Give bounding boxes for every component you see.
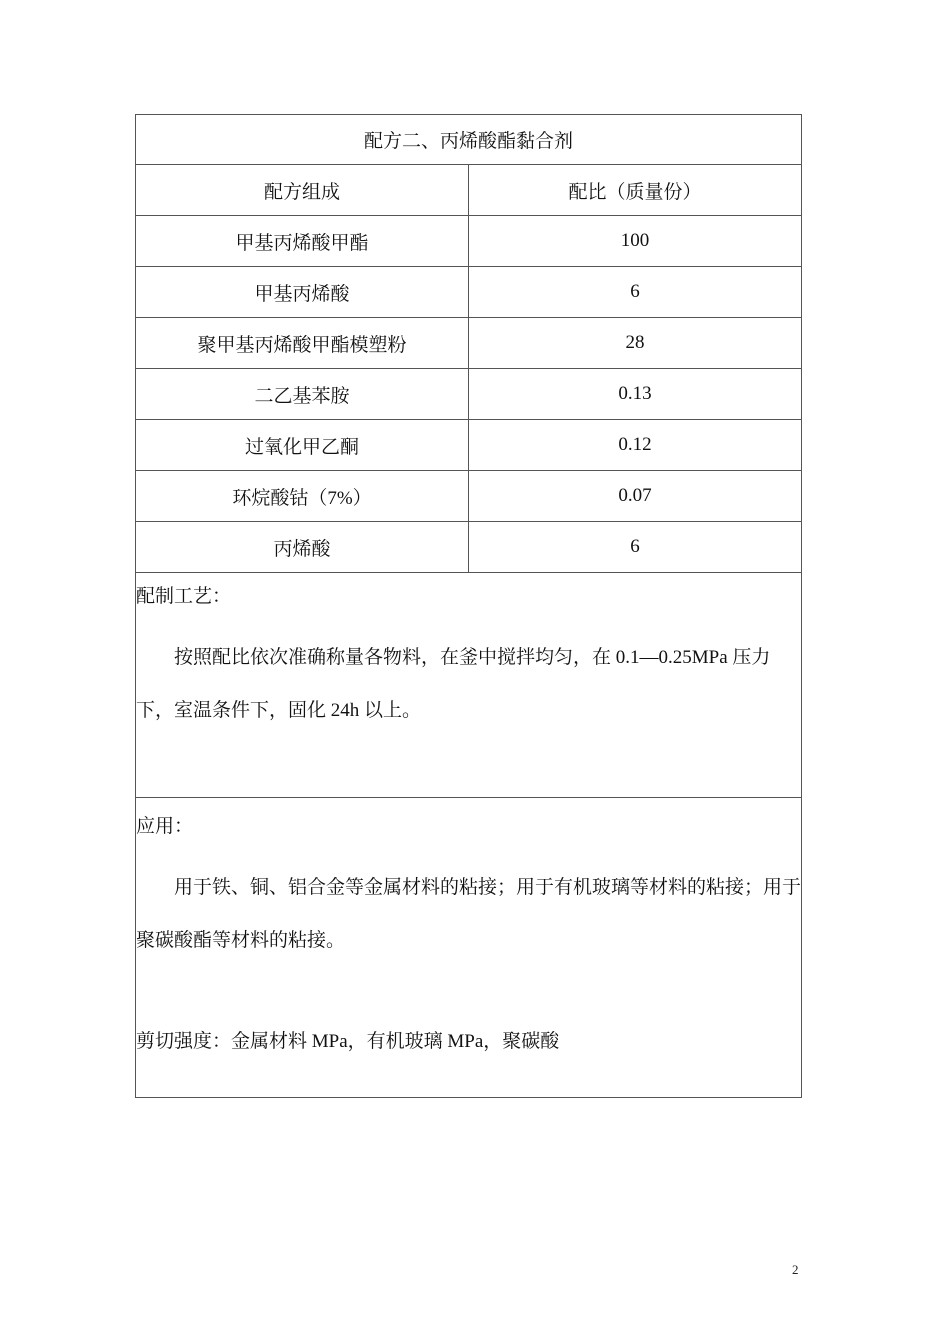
application-row bbox=[136, 797, 802, 1098]
ingredient-name: 甲基丙烯酸甲酯 bbox=[136, 216, 469, 267]
process-cell bbox=[136, 573, 802, 798]
table-row bbox=[136, 369, 802, 420]
ingredient-name: 过氧化甲乙酮 bbox=[136, 420, 469, 471]
table-header-row bbox=[136, 165, 802, 216]
table-title-row bbox=[136, 115, 802, 165]
application-text: 用于铁、铜、铝合金等金属材料的粘接；用于有机玻璃等材料的粘接；用于聚碳酸酯等材料的粘接。 bbox=[136, 876, 802, 951]
shear-strength-text: 剪切强度：金属材料 MPa，有机玻璃 MPa，聚碳酸 bbox=[136, 1030, 560, 1052]
application-cell bbox=[136, 797, 802, 1098]
table-row bbox=[136, 267, 802, 318]
ingredient-ratio: 100 bbox=[469, 216, 802, 267]
header-ratio: 配比（质量份） bbox=[469, 165, 802, 216]
application-padding bbox=[136, 1053, 801, 1097]
ingredient-ratio: 0.13 bbox=[469, 369, 802, 420]
ingredient-ratio: 6 bbox=[469, 267, 802, 318]
ingredient-name: 二乙基苯胺 bbox=[136, 369, 469, 420]
process-label: 配制工艺： bbox=[136, 586, 232, 607]
process-padding bbox=[136, 737, 801, 797]
table-row bbox=[136, 420, 802, 471]
table-row bbox=[136, 318, 802, 369]
table-row bbox=[136, 522, 802, 573]
process-text: 按照配比依次准确称量各物料，在釜中搅拌均匀，在 0.1—0.25MPa 压力下，室温条件下，固化 24h 以上。 bbox=[136, 646, 771, 721]
header-composition: 配方组成 bbox=[136, 165, 469, 216]
page-number: 2 bbox=[792, 1262, 799, 1277]
ingredient-name: 环烷酸钴（7%） bbox=[136, 471, 469, 522]
table-row bbox=[136, 471, 802, 522]
ingredient-name: 丙烯酸 bbox=[136, 522, 469, 573]
formula-table bbox=[135, 114, 802, 1098]
process-row bbox=[136, 573, 802, 798]
formula-title: 配方二、丙烯酸酯黏合剂 bbox=[136, 115, 802, 165]
ingredient-name: 聚甲基丙烯酸甲酯模塑粉 bbox=[136, 318, 469, 369]
ingredient-ratio: 28 bbox=[469, 318, 802, 369]
application-label: 应用： bbox=[136, 815, 194, 837]
ingredient-ratio: 0.07 bbox=[469, 471, 802, 522]
table-row bbox=[136, 216, 802, 267]
ingredient-ratio: 6 bbox=[469, 522, 802, 573]
ingredient-name: 甲基丙烯酸 bbox=[136, 267, 469, 318]
ingredient-ratio: 0.12 bbox=[469, 420, 802, 471]
